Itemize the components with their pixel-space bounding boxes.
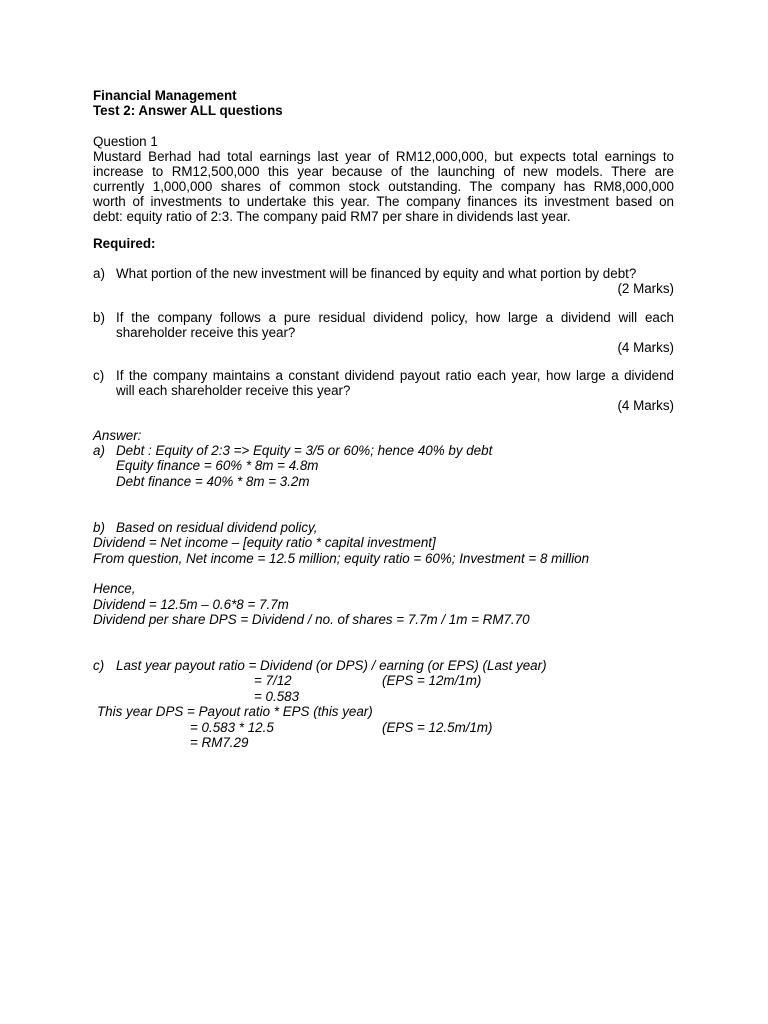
answer-line: Last year payout ratio = Dividend (or DPS) / earning (or EPS) (Last year) [116, 658, 547, 673]
part-text-block [116, 368, 674, 398]
part-text: shareholder receive this year? [116, 325, 296, 340]
question-body-line: currently 1,000,000 shares of common stock outstanding. The company has RM8,000,000 [93, 179, 674, 194]
part-letter: b) [93, 310, 105, 325]
answer-line: Equity finance = 60% * 8m = 4.8m [116, 458, 319, 473]
part-marks: (4 Marks) [617, 340, 674, 355]
answer-line: = 0.583 [254, 689, 300, 704]
part-marks: (4 Marks) [617, 398, 674, 413]
part-letter: a) [93, 266, 105, 281]
answer-line: Based on residual dividend policy, [116, 520, 318, 535]
answer-letter: c) [93, 658, 105, 673]
question-body-line: worth of investments to undertake this year. The company finances its investment based on [93, 194, 674, 209]
test-title: Test 2: Answer ALL questions [93, 103, 283, 118]
part-letter: c) [93, 368, 105, 383]
answer-letter: b) [93, 520, 105, 535]
answer-line: Debt finance = 40% * 8m = 3.2m [116, 474, 310, 489]
answer-line: = 7/12 [254, 673, 292, 688]
question-label: Question 1 [93, 134, 158, 149]
answer-note: (EPS = 12.5m/1m) [382, 720, 493, 735]
part-text-block [116, 310, 674, 340]
required-heading: Required: [93, 236, 156, 251]
answer-label: Answer: [93, 428, 142, 443]
course-title: Financial Management [93, 88, 237, 103]
answer-line: Dividend per share DPS = Dividend / no. of shares = 7.7m / 1m = RM7.70 [93, 612, 530, 627]
part-text: What portion of the new investment will be financed by equity and what portion by debt? [116, 266, 637, 281]
answer-letter: a) [93, 443, 105, 458]
answer-line: This year DPS = Payout ratio * EPS (this year) [97, 704, 373, 719]
question-body [93, 149, 674, 224]
answer-line: = 0.583 * 12.5 [190, 720, 274, 735]
answer-line: Dividend = 12.5m – 0.6*8 = 7.7m [93, 597, 289, 612]
part-marks: (2 Marks) [617, 281, 674, 296]
answer-note: (EPS = 12m/1m) [382, 673, 482, 688]
part-text: If the company follows a pure residual dividend policy, how large a dividend will each [116, 310, 674, 325]
question-body-line: debt: equity ratio of 2:3. The company paid RM7 per share in dividends last year. [93, 209, 571, 224]
part-text: If the company maintains a constant dividend payout ratio each year, how large a dividend [116, 368, 674, 383]
question-body-line: Mustard Berhad had total earnings last year of RM12,000,000, but expects total earnings to [93, 149, 674, 164]
part-text: will each shareholder receive this year? [116, 383, 351, 398]
question-body-line: increase to RM12,500,000 this year because of the launching of new models. There are [93, 164, 674, 179]
answer-line: = RM7.29 [190, 735, 249, 750]
answer-line: Dividend = Net income – [equity ratio * capital investment] [93, 535, 436, 550]
answer-line: Hence, [93, 581, 136, 596]
answer-line: From question, Net income = 12.5 million; equity ratio = 60%; Investment = 8 million [93, 551, 590, 566]
answer-line: Debt : Equity of 2:3 => Equity = 3/5 or 60%; hence 40% by debt [116, 443, 493, 458]
